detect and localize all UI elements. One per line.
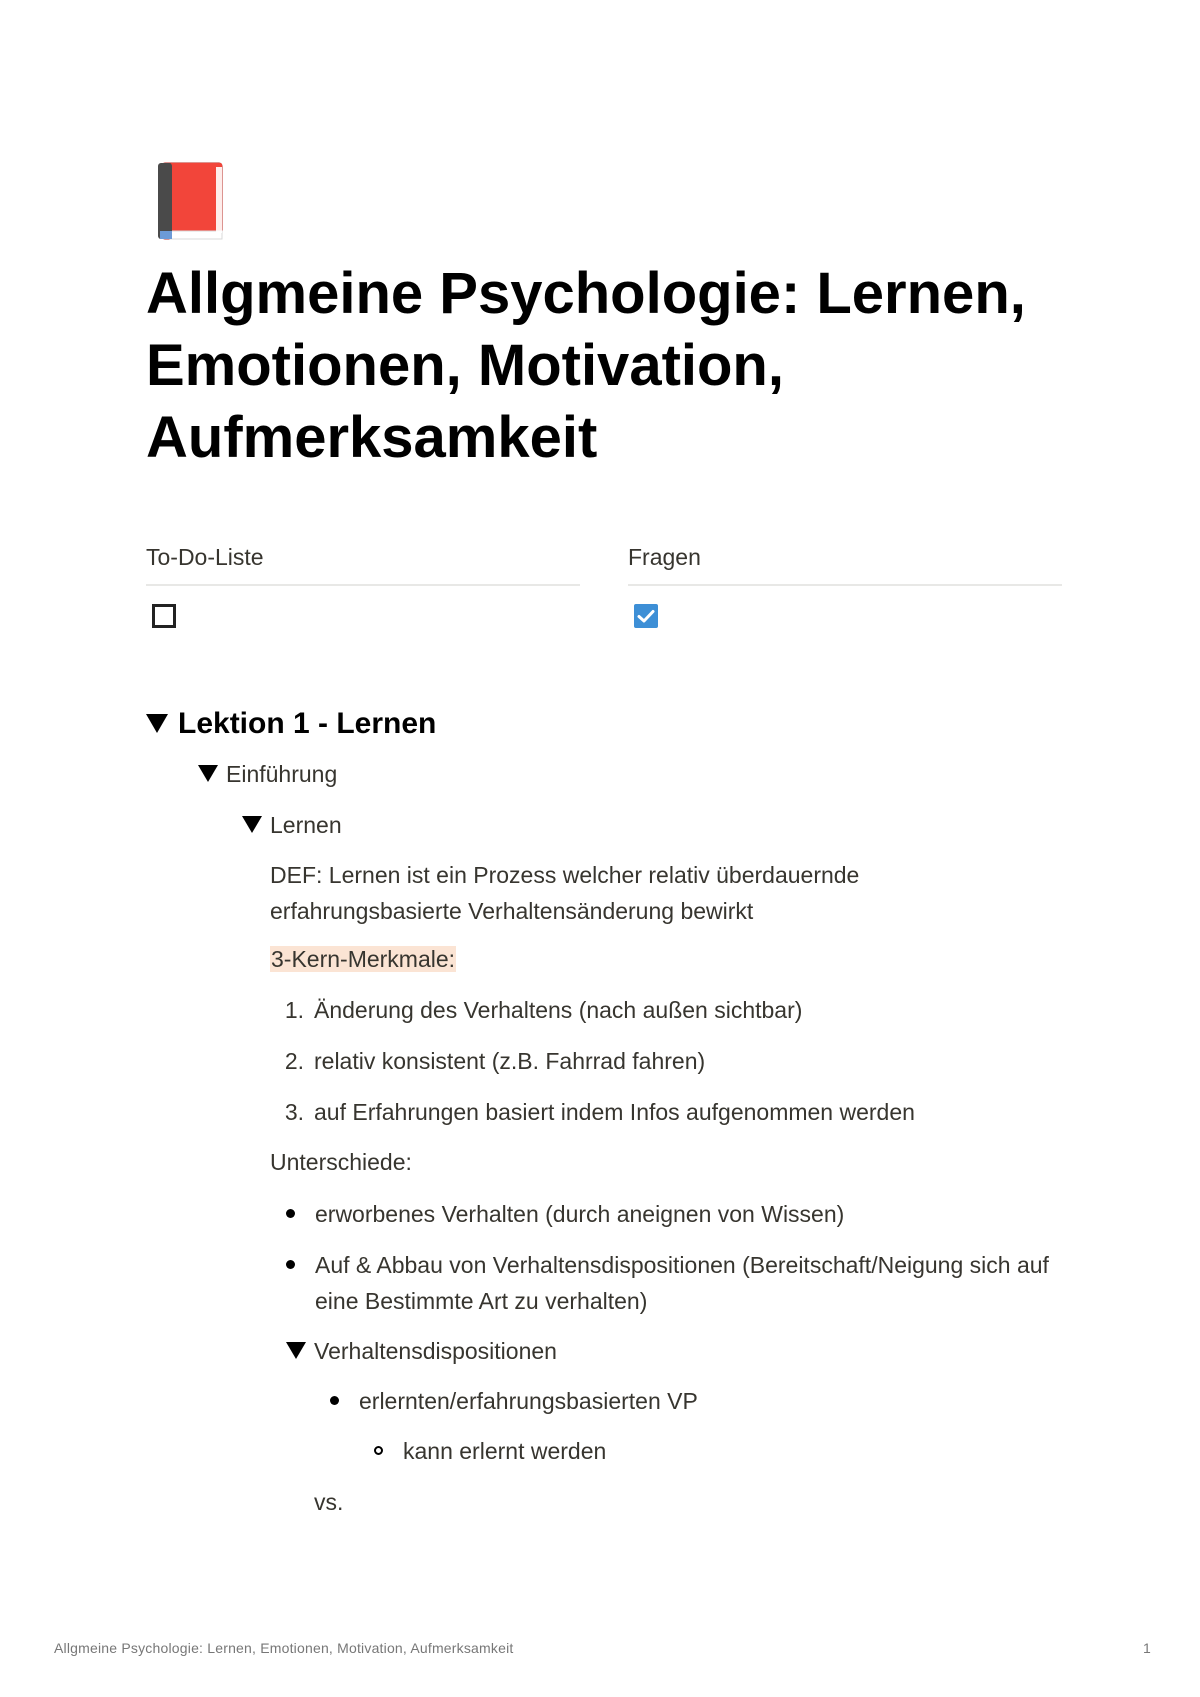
list-number: 2. xyxy=(284,1048,304,1074)
list-number: 3. xyxy=(284,1099,304,1125)
bullet-circle-icon xyxy=(374,1446,383,1455)
list-item-text: auf Erfahrungen basiert indem Infos aufgenommen werden xyxy=(314,1099,915,1125)
kern-merkmale-label[interactable] xyxy=(270,941,456,977)
unterschiede-label[interactable]: Unterschiede: xyxy=(270,1149,412,1175)
list-item-text: kann erlernt werden xyxy=(403,1438,607,1464)
toggle-verhaltensdispositionen[interactable] xyxy=(286,1333,557,1369)
bullet-item-2[interactable] xyxy=(286,1247,1066,1319)
nested-sub-bullet-item[interactable] xyxy=(374,1433,606,1469)
definition-paragraph[interactable]: DEF: Lernen ist ein Prozess welcher relativ überdauernde erfahrungsbasierte Verhaltensänderung bewirkt xyxy=(270,862,860,924)
bullet-item-1[interactable] xyxy=(286,1196,844,1232)
toggle-triangle-icon[interactable] xyxy=(286,1342,306,1359)
bullet-dot-icon xyxy=(330,1396,339,1405)
list-number: 1. xyxy=(284,997,304,1023)
nested-bullet-item[interactable] xyxy=(330,1383,698,1419)
list-item-text: erworbenes Verhalten (durch aneignen von Wissen) xyxy=(315,1201,845,1227)
numbered-item-3[interactable] xyxy=(270,1094,915,1130)
toggle-text: Einführung xyxy=(226,761,338,787)
fragen-checkbox[interactable] xyxy=(634,604,658,628)
property-cell-fragen xyxy=(628,586,1062,644)
todo-checkbox[interactable] xyxy=(152,604,176,628)
property-cell-todo xyxy=(146,586,580,644)
heading-text: Lektion 1 - Lernen xyxy=(178,707,437,740)
list-item-text: Änderung des Verhaltens (nach außen sichtbar) xyxy=(314,997,803,1023)
toggle-lernen[interactable] xyxy=(242,807,342,843)
page-title[interactable]: Allgmeine Psychologie: Lernen, Emotionen, Motivation, Aufmerksamkeit xyxy=(146,261,1026,470)
footer-title: Allgmeine Psychologie: Lernen, Emotionen, Motivation, Aufmerksamkeit xyxy=(54,1640,514,1656)
list-item-text: relativ konsistent (z.B. Fahrrad fahren) xyxy=(314,1048,706,1074)
toggle-einfuehrung[interactable] xyxy=(198,756,337,792)
toggle-triangle-icon[interactable] xyxy=(146,714,168,733)
bullet-dot-icon xyxy=(286,1260,295,1269)
toggle-triangle-icon[interactable] xyxy=(198,765,218,782)
property-column-todo xyxy=(146,538,580,644)
property-column-fragen xyxy=(628,538,1062,644)
numbered-item-1[interactable] xyxy=(270,992,802,1028)
vs-text[interactable]: vs. xyxy=(314,1489,344,1515)
checkmark-icon xyxy=(634,604,658,628)
toggle-text: Lernen xyxy=(270,812,342,838)
toggle-triangle-icon[interactable] xyxy=(242,816,262,833)
toggle-heading-lektion1[interactable] xyxy=(146,704,436,744)
property-header-todo[interactable]: To-Do-Liste xyxy=(146,538,580,586)
highlighted-text: 3-Kern-Merkmale: xyxy=(271,946,456,972)
bullet-dot-icon xyxy=(286,1209,295,1218)
list-item-text: Auf & Abbau von Verhaltensdispositionen (Bereitschaft/Neigung sich auf eine Bestimmte Art zu verhalten) xyxy=(315,1252,1049,1314)
numbered-item-2[interactable] xyxy=(270,1043,705,1079)
footer-page-number: 1 xyxy=(1143,1640,1151,1656)
toggle-text: Verhaltensdispositionen xyxy=(314,1338,557,1364)
property-header-fragen[interactable]: Fragen xyxy=(628,538,1062,586)
list-item-text: erlernten/erfahrungsbasierten VP xyxy=(359,1388,698,1414)
red-book-icon[interactable] xyxy=(156,161,224,241)
